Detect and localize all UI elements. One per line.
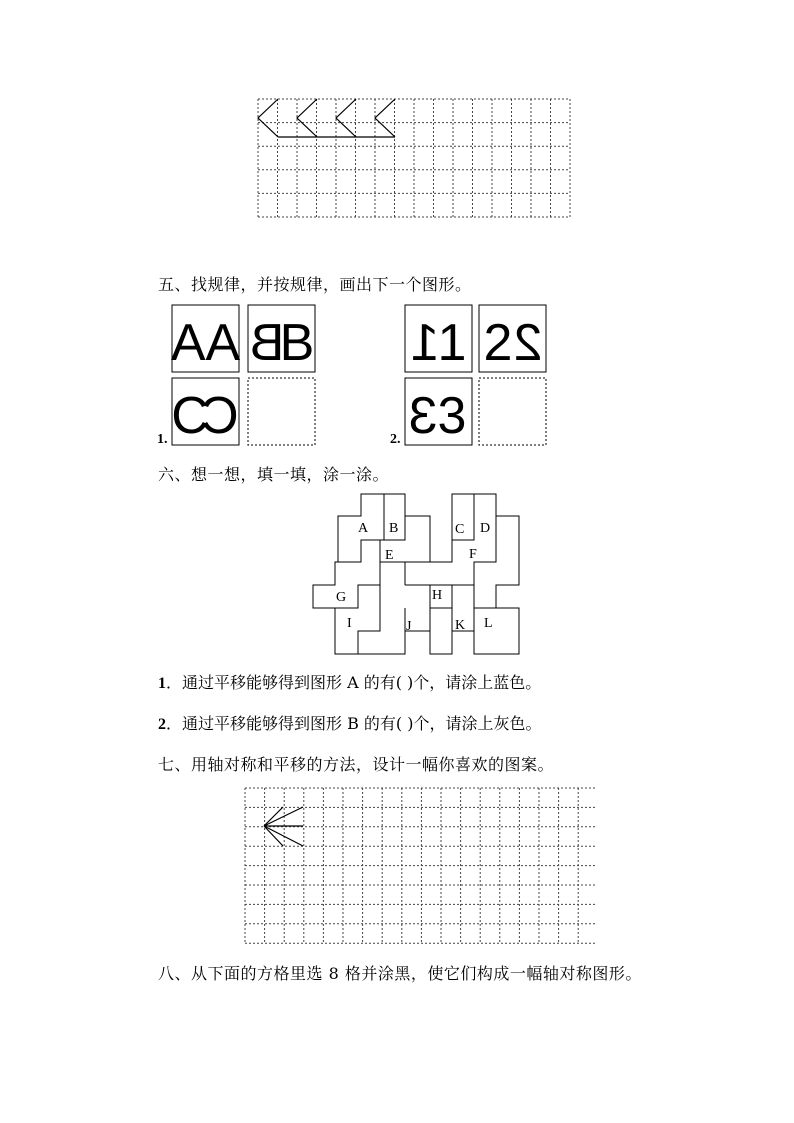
label-e: E (385, 548, 394, 563)
answer-box-2 (479, 378, 546, 445)
top-pattern-grid (250, 92, 580, 222)
svg-text:3: 3 (408, 387, 438, 445)
feather-pattern (264, 807, 303, 846)
label-a: A (358, 521, 369, 536)
label-c: C (455, 522, 465, 537)
section5-pattern-boxes (150, 300, 570, 450)
group1-number: 1. (157, 432, 168, 447)
group2-number: 2. (390, 432, 401, 447)
section5-heading: 五、找规律，并按规律，画出下一个图形。 (158, 275, 472, 294)
svg-text:C: C (201, 387, 239, 445)
answer-box-1 (248, 378, 315, 445)
box-aa: AA (170, 314, 241, 372)
section8-heading: 八、从下面的方格里选 8 格并涂黑，使它们构成一幅轴对称图形。 (158, 964, 642, 983)
svg-text:3: 3 (437, 387, 467, 445)
question-number: 1 (158, 675, 166, 692)
question-number: 2 (158, 716, 166, 733)
box-33 (409, 387, 467, 445)
question-text: ．通过平移能够得到图形 A 的有( )个，请涂上蓝色。 (166, 673, 542, 692)
svg-text:B: B (279, 314, 315, 372)
label-g: G (336, 590, 347, 605)
section6-question-2 (158, 711, 542, 734)
box-bb (250, 314, 315, 372)
label-k: K (455, 618, 466, 633)
arrow-pattern (258, 99, 395, 137)
section7-heading: 七、用轴对称和平移的方法，设计一幅你喜欢的图案。 (158, 755, 555, 774)
label-b: B (389, 521, 399, 536)
label-j: J (406, 619, 412, 634)
question-text: ．通过平移能够得到图形 B 的有( )个，请涂上灰色。 (166, 714, 542, 733)
svg-text:2: 2 (513, 314, 543, 372)
svg-text:C: C (171, 387, 209, 445)
label-i: I (347, 616, 352, 631)
section6-heading: 六、想一想，填一填，涂一涂。 (158, 465, 390, 484)
section6-question-1 (158, 670, 541, 693)
label-d: D (480, 521, 491, 536)
box-cc (171, 387, 239, 445)
tetromino-puzzle (305, 485, 530, 665)
svg-text:1: 1 (410, 314, 440, 372)
box-11 (411, 314, 467, 372)
svg-text:2: 2 (483, 314, 513, 372)
svg-text:B: B (249, 314, 285, 372)
svg-text:1: 1 (437, 314, 467, 372)
label-h: H (432, 588, 443, 603)
label-f: F (469, 547, 477, 562)
design-grid (240, 785, 595, 950)
label-l: L (484, 616, 493, 631)
